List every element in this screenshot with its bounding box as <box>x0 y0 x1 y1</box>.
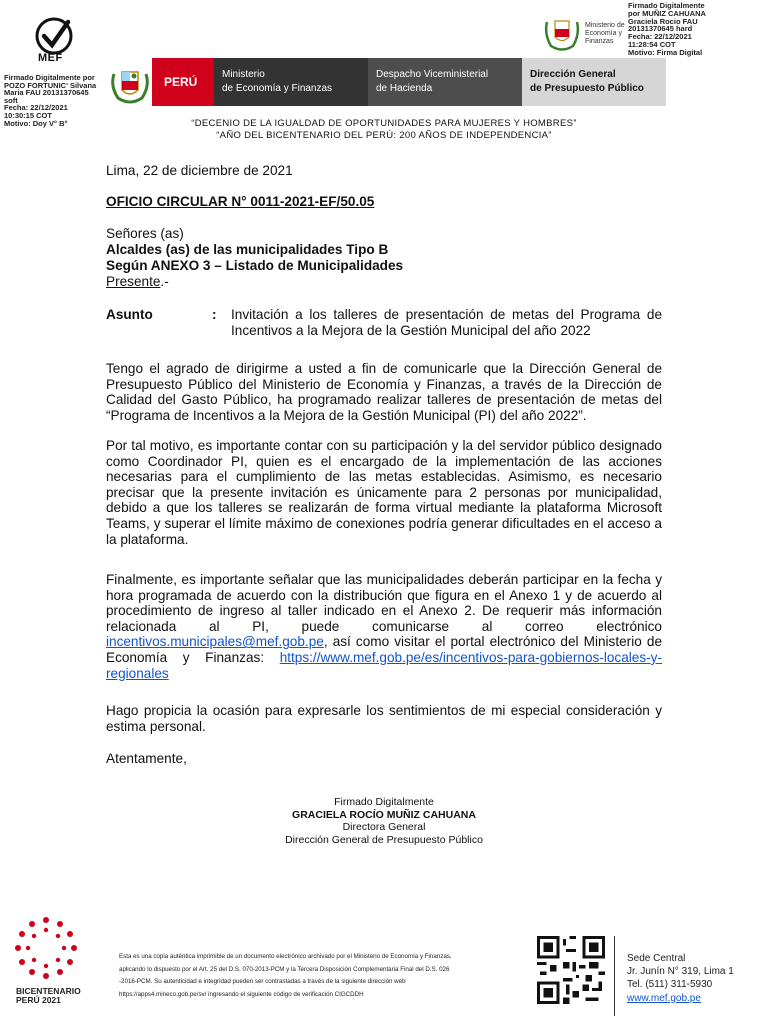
asunto-colon: : <box>212 307 217 322</box>
paragraph-4: Hago propicia la ocasión para expresarle los sentimientos de mi especial consideración y estima personal. <box>106 703 662 734</box>
decenio-heading: “DECENIO DE LA IGUALDAD DE OPORTUNIDADES PARA MUJERES Y HOMBRES” “AÑO DEL BICENTENARIO DEL PERÚ: 200 AÑOS DE INDEPENDENCIA” <box>191 118 577 141</box>
peru-label: PERÚ <box>152 58 214 106</box>
authenticity-note: Esta es una copia auténtica imprimible de un documento electrónico archivado por el Ministerio de Economía y Finanzas, aplicando lo dispuesto por el Art. 25 del D.S. 070-2013-PCM y la Tercera Disposición Complementaria Final del D.S. 026 -2016-PCM. Su autenticidad e integridad pueden ser contrastadas a través de la siguiente dirección web https://apps4.mineco.gob.pe/sv/ ingresando el siguiente código de verificación CIGCDDH <box>119 953 452 998</box>
paragraph-3: Finalmente, es importante señalar que las municipalidades deberán participar en la fecha y hora programada de acuerdo con la distribución que figura en el Anexo 1 y de acuerdo al procedimiento de ingreso al taller indicado en el Anexo 2. De requerir más información relacionada al PI, puede comunicarse al correo electrónico incentivos.municipales@mef.gob.pe, así como visitar el portal electrónico del Ministerio de Economía y Finanzas: https://www.mef.gob.pe/es/incentivos-para-gobiernos-locales-y-regionales <box>106 572 662 681</box>
left-digital-signature: Firmado Digitalmente por POZO FORTUNIC' Silvana Maria FAU 20131370645 soft Fecha: 22/12/2021 10:30:15 COT Motivo: Doy V° B° <box>4 73 97 128</box>
letter-date: Lima, 22 de diciembre de 2021 <box>106 163 293 178</box>
bicentenario-label: BICENTENARIO PERÚ 2021 <box>16 986 81 1005</box>
presente: Presente.- <box>106 274 169 289</box>
paragraph-2: Por tal motivo, es importante contar con su participación y la del servidor público designado como Coordinador PI, quien es el encargado de la implementación de las acciones necesarias para el cumplimiento de las metas establecidas. Asimismo, es necesario precisar que la presente invitación es únicamente para 2 personas por municipalidad, debido a que los talleres se realizarán de forma virtual mediante la plataforma Microsoft Teams, y superar el límite máximo de conexiones podría generar dificultades en el acceso a la plataforma. <box>106 438 662 547</box>
institution-header-bar <box>152 58 666 106</box>
email-link[interactable]: incentivos.municipales@mef.gob.pe <box>106 634 324 650</box>
oficio-number: OFICIO CIRCULAR N° 0011-2021-EF/50.05 <box>106 194 375 209</box>
asunto-text: Invitación a los talleres de presentación de metas del Programa de Incentivos a la Mejora de la Gestión Municipal del año 2022 <box>231 307 662 338</box>
paragraph-1: Tengo el agrado de dirigirme a usted a fin de comunicarle que la Dirección General de Presupuesto Público del Ministerio de Economía y Finanzas, a través de la Dirección de Calidad del Gasto Público, ha programado realizar talleres de presentación de metas del “Programa de Incentivos a la Mejora de la Gestión Municipal (PI) del año 2022”. <box>106 361 662 423</box>
website-link[interactable]: www.mef.gob.pe <box>627 992 701 1004</box>
qr-code-icon <box>537 936 605 1004</box>
sede-central-block: Sede Central Jr. Junín N° 319, Lima 1 Tel. (511) 311-5930 www.mef.gob.pe <box>627 953 734 1004</box>
ministry-small-label: Ministerio de Economía y Finanzas <box>585 22 625 45</box>
mef-label: MEF <box>38 52 63 64</box>
viceministerial-label: Despacho Viceministerial de Hacienda <box>368 58 522 106</box>
ministerio-label: Ministerio de Economía y Finanzas <box>214 58 368 106</box>
bicentenario-logo-icon <box>10 912 82 984</box>
signer-block: Firmado Digitalmente GRACIELA ROCÍO MUÑIZ CAHUANA Directora General Dirección General de Presupuesto Público <box>285 796 483 846</box>
closing: Atentamente, <box>106 751 187 766</box>
portal-link[interactable]: https://www.mef.gob.pe/es/incentivos-para-gobiernos-locales-y-regionales <box>106 649 662 681</box>
peru-coat-of-arms-icon <box>108 64 152 108</box>
recipients: Alcaldes (as) de las municipalidades Tipo B Según ANEXO 3 – Listado de Municipalidades <box>106 242 404 273</box>
asunto-label: Asunto <box>106 307 153 322</box>
ministry-seal-icon <box>543 14 581 54</box>
direccion-label: Dirección General de Presupuesto Público <box>522 58 666 106</box>
right-digital-signature: Firmado Digitalmente por MUÑIZ CAHUANA Graciela Rocio FAU 20131370645 hard Fecha: 22/12/2021 11:28:54 COT Motivo: Firma Digital <box>628 1 706 57</box>
salutation: Señores (as) <box>106 226 184 241</box>
footer-divider <box>614 936 615 1016</box>
